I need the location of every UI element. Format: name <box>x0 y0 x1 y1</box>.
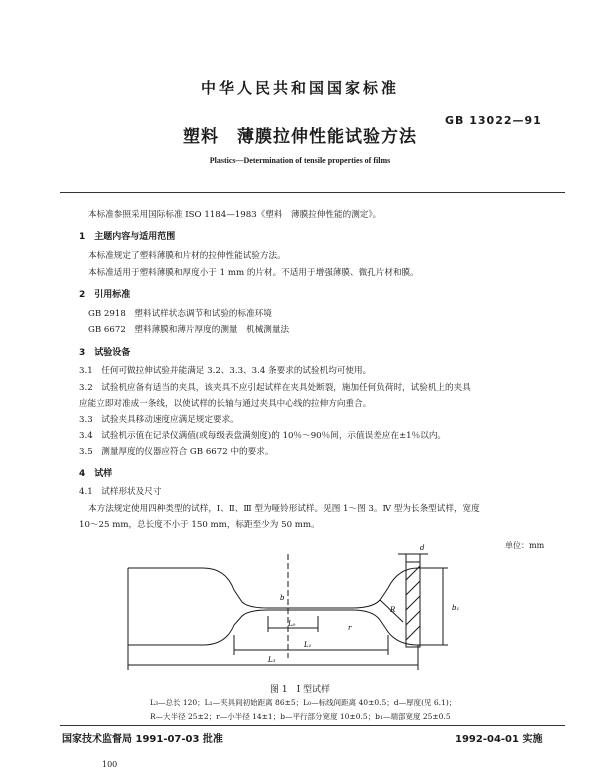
label-b1: b₁ <box>452 604 460 612</box>
section-1-heading: 1 主题内容与适用范围 <box>79 232 176 242</box>
reference-gb2918: GB 2918 塑料试样状态调节和试验的标准环境 <box>88 309 272 319</box>
figure-note-line-1: L₃—总长 120；L₁—夹具间初始距离 86±5；L₀—标线间距离 40±0.5；d—厚度(见 6.1)； <box>150 698 457 707</box>
implementation-date: 1992-04-01 实施 <box>455 734 543 745</box>
page-number: 100 <box>102 760 118 769</box>
dumbbell-specimen-drawing <box>118 540 588 680</box>
reference-gb6672: GB 6672 塑料薄膜和薄片厚度的测量 机械测量法 <box>88 325 290 335</box>
label-L3: L₃ <box>268 656 276 664</box>
dimension-b1 <box>436 568 448 645</box>
title-chinese: 塑料 薄膜拉伸性能试验方法 <box>183 127 417 147</box>
section-3-heading: 3 试验设备 <box>79 348 131 358</box>
clause-4-1: 4.1 试样形状及尺寸 <box>79 487 162 497</box>
clamp-hatching <box>406 566 420 640</box>
label-R: R <box>390 606 396 614</box>
clause-3-2-line-2: 应能立即对准成一条线，以使试样的长轴与通过夹具中心线的拉伸方向重合。 <box>79 399 372 409</box>
intro-paragraph: 本标准参照采用国际标准 ISO 1184—1983《塑料 薄膜拉伸性能的测定》。 <box>88 210 382 220</box>
clause-3-4: 3.4 试验机示值在记录仪满值(或每级表盘满刻度)的 10％～90％间，示值误差应在±1％以内。 <box>79 431 447 441</box>
clamp-block <box>406 562 420 647</box>
label-r: r <box>348 624 352 632</box>
approval-date: 国家技术监督局 1991-07-03 批准 <box>62 734 223 745</box>
figure-units: 单位：mm <box>505 541 545 550</box>
label-d: d <box>420 544 425 552</box>
section-1-paragraph-1: 本标准规定了塑料薄膜和片材的拉伸性能试验方法。 <box>88 251 286 261</box>
section-4-paragraph-line-2: 10～25 mm，总长度不小于 150 mm，标距至少为 50 mm。 <box>79 520 320 530</box>
section-2-heading: 2 引用标准 <box>79 290 131 300</box>
figure-note-line-2: R—大半径 25±2；r—小半径 14±1；b—平行部分宽度 10±0.5；b₁—端部宽度 25±0.5 <box>150 712 451 721</box>
figure-caption: 图 1 Ⅰ 型试样 <box>269 685 330 695</box>
section-4-heading: 4 试样 <box>79 469 113 479</box>
clause-3-3: 3.3 试验夹具移动速度应满足规定要求。 <box>79 415 239 425</box>
label-L0: L₀ <box>288 620 296 628</box>
label-b: b <box>280 594 285 602</box>
bottom-divider <box>60 725 565 726</box>
section-1-paragraph-2: 本标准适用于塑料薄膜和厚度小于 1 mm 的片材。不适用于增强薄膜、微孔片材和膜。 <box>88 268 419 278</box>
standard-code: GB 13022—91 <box>445 114 542 127</box>
title-english: Plastics—Determination of tensile properties of films <box>209 156 391 165</box>
top-divider <box>60 192 565 193</box>
clause-3-1: 3.1 任何可做拉伸试验并能满足 3.2、3.3、3.4 条要求的试验机均可使用。 <box>79 366 372 376</box>
clause-3-5: 3.5 测量厚度的仪器应符合 GB 6672 中的要求。 <box>79 447 274 457</box>
dimension-d <box>398 554 428 562</box>
section-4-paragraph-line-1: 本方法规定使用四种类型的试样，Ⅰ、Ⅱ、Ⅲ 型为哑铃形试样。见图 1～图 3。Ⅳ 型为长条型试样，宽度 <box>88 504 480 514</box>
label-L1: L₁ <box>304 641 312 649</box>
clause-3-2-line-1: 3.2 试验机应备有适当的夹具，该夹具不应引起试样在夹具处断裂，施加任何负荷时，试验机上的夹具 <box>79 383 471 393</box>
national-standard-heading: 中华人民共和国国家标准 <box>200 79 399 97</box>
